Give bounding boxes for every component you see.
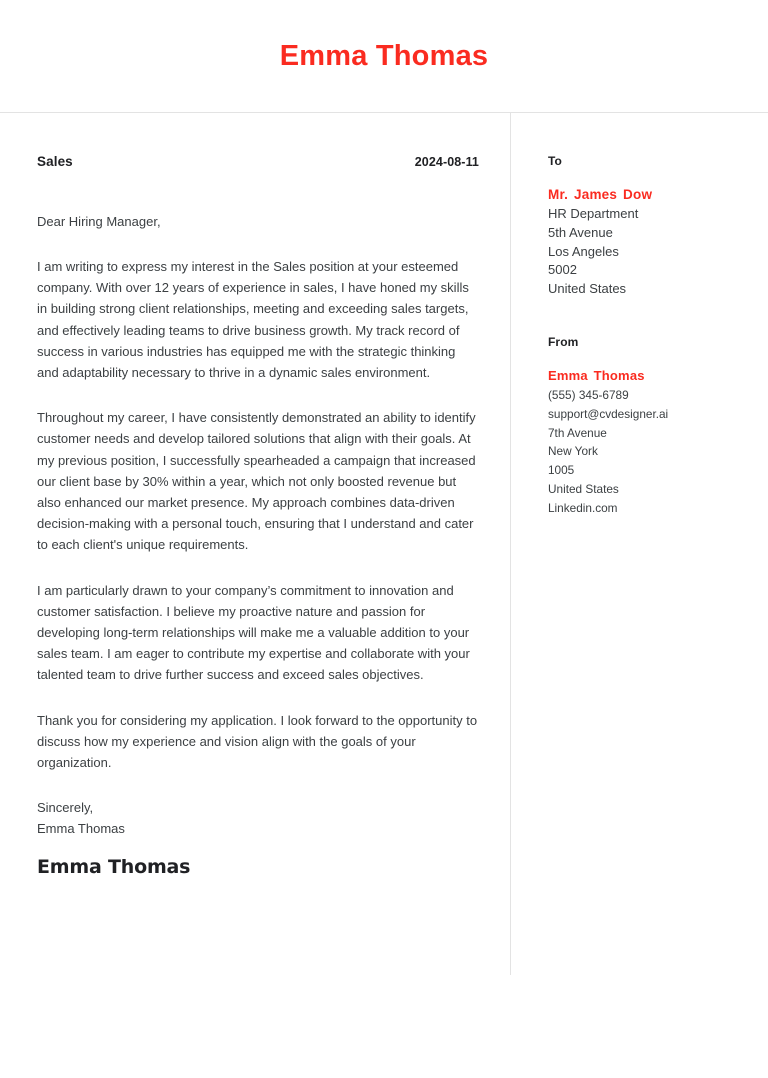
recipient-line: United States	[548, 281, 627, 297]
sender-email: support@cvdesigner.ai	[548, 406, 669, 421]
letter-paragraph: I am writing to express my interest in the Sales position at your esteemed company. With over 12 years of experience in sales, I have honed my skills in building strong client relationships, meeting and exceeding sales targets, and effectively leading teams to drive business growth. My track record of success in various industries has equipped me with the strategic thinking and adaptability necessary to thrive in a dynamic sales environment.	[37, 259, 469, 381]
signature: Emma Thomas	[37, 855, 191, 878]
letter-header	[0, 0, 768, 113]
recipient-block	[548, 154, 748, 299]
sender-heading: From	[548, 334, 579, 349]
sender-line: 1005	[548, 463, 575, 478]
letter-paragraph: Throughout my career, I have consistently demonstrated an ability to identify customer needs and develop tailored solutions that align with their goals. At my previous position, I successfully spearheaded a campaign that increased our client base by 30% within a year, which not only boosted revenue but also enhanced our market presence. My approach combines data-driven decision-making with a personal touch, ensuring that I understand and cater to each client's unique requirements.	[37, 410, 476, 553]
letter-date: 2024-08-11	[414, 155, 479, 169]
letter-closing	[37, 797, 479, 839]
recipient-heading: To	[548, 154, 562, 168]
letter-paragraph: Thank you for considering my application. I look forward to the opportunity to discuss how my experience and vision align with the goals of your organization.	[37, 712, 478, 771]
salutation: Dear Hiring Manager,	[37, 214, 161, 229]
applicant-name-header: Emma Thomas	[279, 39, 489, 72]
closing-salutation: Sincerely,	[37, 800, 94, 816]
recipient-line: 5th Avenue	[548, 224, 613, 240]
sender-line: 7th Avenue	[548, 425, 607, 440]
sender-block	[548, 335, 748, 518]
letter-main-column	[0, 113, 510, 878]
sender-website: Linkedin.com	[548, 500, 618, 515]
letter-meta-row	[37, 154, 479, 169]
letter-sidebar	[511, 113, 768, 518]
recipient-line: Los Angeles	[548, 243, 619, 259]
letter-paragraph: I am particularly drawn to your company’s commitment to innovation and customer satisfaction. I believe my proactive nature and passion for developing long-term relationships will make me a valuable addition to your sales team. I am eager to contribute my expertise and collaborate with your talented team to drive further success and exceed sales objectives.	[37, 582, 470, 683]
sender-line: New York	[548, 444, 598, 459]
recipient-name: Mr. James Dow	[548, 187, 653, 202]
job-title: Sales	[37, 154, 73, 169]
sender-phone: (555) 345-6789	[548, 387, 629, 402]
recipient-line: 5002	[548, 262, 577, 278]
closing-name: Emma Thomas	[37, 821, 125, 837]
sender-name: Emma Thomas	[548, 367, 645, 383]
recipient-line: HR Department	[548, 206, 639, 221]
sender-line: United States	[548, 481, 619, 496]
letter-body	[0, 113, 768, 975]
